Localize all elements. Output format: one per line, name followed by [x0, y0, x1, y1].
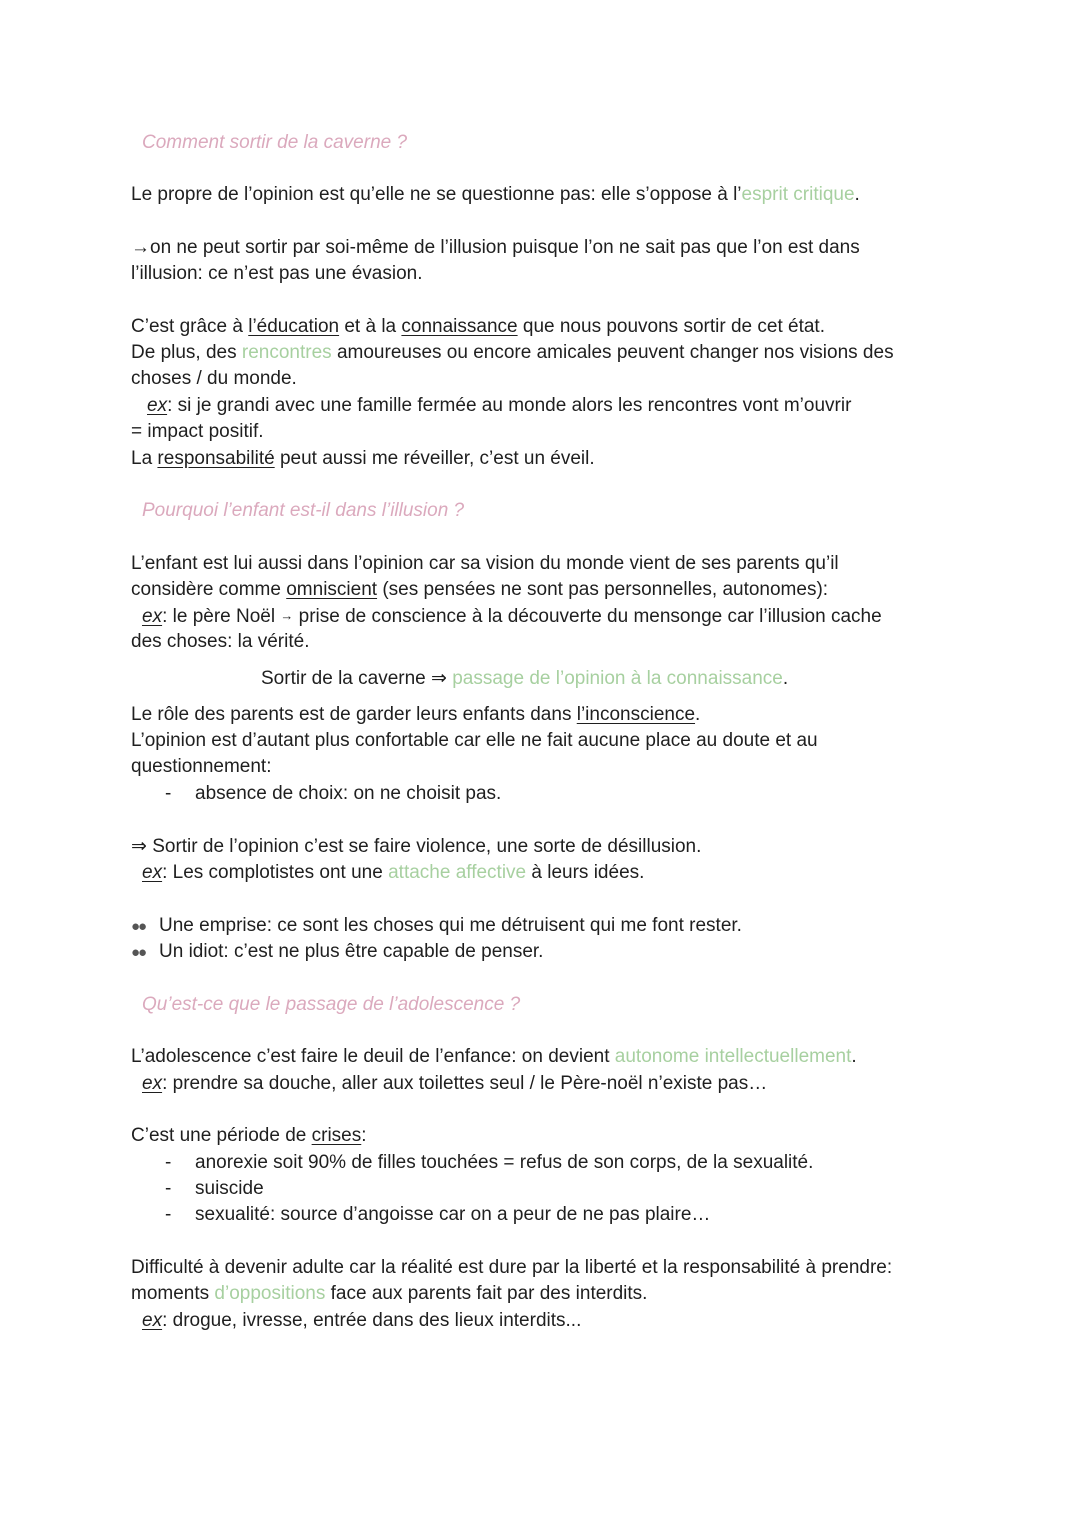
text: La — [131, 448, 158, 469]
child-example-2 — [142, 860, 644, 886]
text: face aux parents fait par des interdits. — [325, 1283, 648, 1304]
text: : — [361, 1125, 367, 1146]
child-paragraph-2 — [131, 702, 700, 728]
cave-paragraph-4-line-1 — [131, 340, 894, 366]
text: sexualité: source d’angoisse car on a peur de ne pas plaire… — [195, 1204, 711, 1225]
teen-paragraph-2 — [131, 1123, 367, 1149]
text: Le propre de l’opinion est qu’elle ne se questionne pas: elle s’oppose à l’ — [131, 184, 742, 205]
text: : prendre sa douche, aller aux toilettes seul / le Père-noël n’existe pas… — [162, 1073, 768, 1094]
text: C’est une période de — [131, 1125, 312, 1146]
text: suiscide — [195, 1178, 264, 1199]
heading-child: Pourquoi l’enfant est-il dans l’illusion ? — [142, 500, 465, 521]
child-eyes-line-2 — [131, 939, 543, 966]
underline-connaissance: connaissance — [401, 316, 518, 337]
text: anorexie soit 90% de filles touchées = refus de son corps, de la sexualité. — [195, 1152, 814, 1173]
dash-bullet: - — [165, 1152, 172, 1173]
text: et à la — [339, 316, 402, 337]
cave-paragraph-2-line-1: →on ne peut sortir par soi-même de l’illusion puisque l’on ne sait pas que l’on est dans — [131, 237, 860, 258]
heading-teen: Qu’est-ce que le passage de l’adolescence ? — [142, 994, 521, 1015]
dash-bullet: - — [165, 1178, 172, 1199]
example-label: ex — [147, 395, 168, 416]
text: amoureuses ou encore amicales peuvent changer nos visions des — [331, 342, 894, 363]
text: C’est grâce à — [131, 316, 249, 337]
cave-paragraph-3 — [131, 314, 825, 340]
underline-inconscience: l’inconscience — [576, 704, 696, 725]
text: : Les complotistes ont une — [162, 862, 389, 883]
arrow-right-icon: → — [280, 608, 294, 623]
text: moments — [131, 1283, 215, 1304]
text: prise de conscience à la découverte du mensonge car l’illusion cache — [293, 606, 882, 627]
text: : le père Noël — [162, 606, 281, 627]
text: : si je grandi avec une famille fermée au monde alors les rencontres vont m’ouvrir — [167, 395, 852, 416]
underline-responsabilite: responsabilité — [157, 448, 275, 469]
text: Le rôle des parents est de garder leurs enfants dans — [131, 704, 577, 725]
dash-bullet: - — [165, 783, 172, 804]
heading-cave: Comment sortir de la caverne ? — [142, 132, 408, 153]
text: Une emprise: ce sont les choses qui me détruisent qui me font rester. — [159, 915, 742, 936]
text: Un idiot: c’est ne plus être capable de penser. — [159, 941, 544, 962]
teen-paragraph-3-line-1: Difficulté à devenir adulte car la réalité est dure par la liberté et la responsabilité à prendre: — [131, 1257, 893, 1278]
text: peut aussi me réveiller, c’est un éveil. — [274, 448, 595, 469]
text: que nous pouvons sortir de cet état. — [517, 316, 825, 337]
child-example-1-line-2: des choses: la vérité. — [131, 631, 310, 652]
child-bullet — [165, 781, 501, 807]
child-eyes-line-1 — [131, 913, 742, 940]
highlight-attache-affective: attache affective — [388, 862, 527, 883]
underline-omniscient: omniscient — [286, 579, 378, 600]
cave-example-1-line-2: = impact positif. — [131, 421, 264, 442]
child-example-1 — [142, 603, 882, 630]
child-paragraph-1-line-2 — [131, 577, 828, 603]
dash-bullet: - — [165, 1204, 172, 1225]
teen-bullet — [165, 1202, 710, 1228]
example-label: ex — [142, 606, 163, 627]
teen-example-1 — [142, 1071, 767, 1097]
highlight-esprit-critique: esprit critique — [741, 184, 855, 205]
teen-paragraph-3-line-2 — [131, 1281, 647, 1307]
child-paragraph-3-line-1: L’opinion est d’autant plus confortable car elle ne fait aucune place au doute et au — [131, 730, 818, 751]
text: Sortir de la caverne ⇒ — [261, 668, 453, 689]
text: : drogue, ivresse, entrée dans des lieux interdits... — [162, 1310, 582, 1331]
cave-paragraph-5 — [131, 446, 595, 472]
teen-paragraph-1 — [131, 1044, 857, 1070]
underline-crises: crises — [311, 1125, 362, 1146]
highlight-oppositions: d’oppositions — [214, 1283, 326, 1304]
text: à leurs idées. — [526, 862, 645, 883]
eyes-icon: ●● — [131, 944, 146, 961]
highlight-rencontres: rencontres — [241, 342, 332, 363]
text: (ses pensées ne sont pas personnelles, autonomes): — [377, 579, 829, 600]
teen-bullet — [165, 1150, 813, 1176]
text: absence de choix: on ne choisit pas. — [195, 783, 502, 804]
cave-paragraph-4-line-2: choses / du monde. — [131, 368, 297, 389]
text: considère comme — [131, 579, 287, 600]
example-label: ex — [142, 1073, 163, 1094]
teen-bullet — [165, 1176, 264, 1202]
text: . — [851, 1046, 857, 1067]
text: De plus, des — [131, 342, 242, 363]
child-paragraph-3-line-2: questionnement: — [131, 756, 272, 777]
cave-paragraph-1 — [131, 182, 860, 208]
highlight-autonome: autonome intellectuellement — [614, 1046, 852, 1067]
child-centered-statement — [261, 666, 788, 692]
text: . — [854, 184, 860, 205]
highlight-passage: passage de l’opinion à la connaissance — [452, 668, 783, 689]
text: . — [782, 668, 789, 689]
underline-education: l’éducation — [248, 316, 340, 337]
text: . — [695, 704, 701, 725]
teen-example-2 — [142, 1308, 581, 1334]
eyes-icon: ●● — [131, 918, 146, 935]
example-label: ex — [142, 1310, 163, 1331]
cave-paragraph-2-line-2: l’illusion: ce n’est pas une évasion. — [131, 263, 423, 284]
example-label: ex — [142, 862, 163, 883]
child-paragraph-4: ⇒ Sortir de l’opinion c’est se faire violence, une sorte de désillusion. — [131, 836, 702, 857]
child-paragraph-1-line-1: L’enfant est lui aussi dans l’opinion car sa vision du monde vient de ses parents qu’il — [131, 553, 839, 574]
cave-example-1 — [147, 393, 851, 419]
text: L’adolescence c’est faire le deuil de l’enfance: on devient — [131, 1046, 615, 1067]
